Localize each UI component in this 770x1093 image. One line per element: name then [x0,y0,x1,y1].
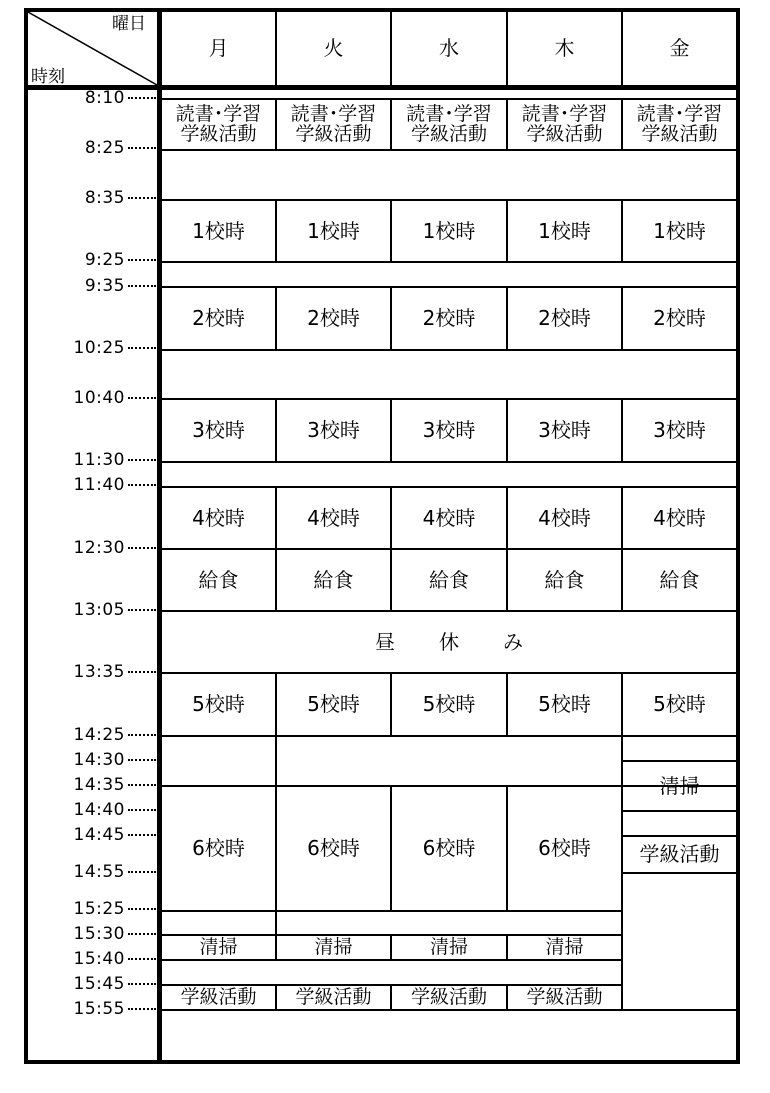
grid-line [162,1009,736,1011]
class-activity-cell: 学級活動 [526,985,603,1008]
period-1-cell: 1校時 [192,218,245,243]
lunch-break-cell: 昼 休 み [375,629,523,654]
grid-line [162,349,736,351]
period-2-cell: 2校時 [422,306,476,330]
lunch-cell: 給食 [544,567,585,592]
grid-line [275,735,277,785]
time-label: 11:30 [62,451,158,469]
morning-cell-tue: 読書･学習 学級活動 [290,102,377,145]
time-label: 15:45 [62,975,158,993]
grid-line [162,910,621,912]
grid-line [275,910,277,934]
time-label: 14:25 [62,726,158,744]
grid-line [162,149,736,151]
period-5-cell: 5校時 [538,692,591,716]
period-1-cell: 1校時 [422,218,476,243]
time-label: 15:30 [62,925,158,943]
cleaning-cell: 清掃 [429,935,468,958]
class-activity-cell: 学級活動 [180,985,257,1008]
period-3-cell: 3校時 [653,418,706,442]
morning-cell-thu: 読書･学習 学級活動 [521,102,608,145]
corner-time-label: 時刻 [31,67,65,87]
period-3-cell: 3校時 [538,418,591,442]
time-label: 13:05 [62,601,158,619]
period-5-cell: 5校時 [422,692,476,716]
grid-line [162,735,736,737]
period-2-cell: 2校時 [192,306,245,330]
time-label: 10:25 [62,339,158,357]
day-header-mon: 月 [208,36,229,60]
lunch-cell: 給食 [313,567,354,592]
period-1-cell: 1校時 [307,218,360,243]
period-3-cell: 3校時 [307,418,360,442]
time-label: 15:25 [62,900,158,918]
period-4-cell: 4校時 [538,505,591,530]
period-1-cell: 1校時 [653,218,706,243]
time-label: 14:45 [62,826,158,844]
time-label: 8:25 [62,139,158,157]
period-2-cell: 2校時 [307,306,360,330]
morning-cell-fri: 読書･学習 学級活動 [636,102,723,145]
period-2-cell: 2校時 [538,306,591,330]
period-3-cell: 3校時 [422,418,476,442]
lunch-cell: 給食 [198,567,239,592]
period-5-cell: 5校時 [192,692,245,716]
grid-line [621,810,736,812]
period-3-cell: 3校時 [192,418,245,442]
morning-cell-mon: 読書･学習 学級活動 [175,102,262,145]
grid-line [162,461,736,463]
period-6-cell: 6校時 [538,836,591,860]
grid-line [162,959,621,961]
lunch-cell: 給食 [429,567,469,592]
class-activity-cell: 学級活動 [295,985,372,1008]
class-activity-cell: 学級活動 [410,985,487,1008]
cleaning-cell: 清掃 [545,935,584,958]
morning-cell-wed: 読書･学習 学級活動 [406,102,492,145]
period-4-cell: 4校時 [653,505,706,530]
lunch-cell: 給食 [659,567,700,592]
time-label: 9:25 [62,251,158,269]
period-1-cell: 1校時 [538,218,591,243]
time-label: 8:10 [62,89,158,107]
period-2-cell: 2校時 [653,306,706,330]
time-label: 10:40 [62,389,158,407]
cleaning-cell: 清掃 [314,935,353,958]
corner-day-label: 曜日 [112,14,146,34]
cleaning-cell: 清掃 [199,935,238,958]
day-header-wed: 水 [439,36,459,60]
time-label: 13:35 [62,663,158,681]
time-label: 12:30 [62,539,158,557]
day-header-fri: 金 [669,36,690,60]
period-6-cell: 6校時 [192,836,245,860]
time-label: 11:40 [62,476,158,494]
time-label: 14:40 [62,801,158,819]
time-label: 14:35 [62,776,158,794]
grid-line [162,261,736,263]
class-activity-cell-fri: 学級活動 [639,842,720,866]
period-6-cell: 6校時 [307,836,360,860]
period-6-cell: 6校時 [422,836,476,860]
grid-line [621,872,736,874]
period-4-cell: 4校時 [422,505,476,530]
time-label: 14:55 [62,863,158,881]
time-label: 8:35 [62,189,158,207]
day-header-tue: 火 [323,36,344,60]
time-label: 14:30 [62,751,158,769]
time-label: 15:40 [62,950,158,968]
time-label: 9:35 [62,277,158,295]
time-label: 15:55 [62,1000,158,1018]
period-5-cell: 5校時 [653,692,706,716]
period-4-cell: 4校時 [192,505,245,530]
day-header-thu: 木 [554,36,575,60]
cleaning-cell-fri: 清掃 [659,773,700,798]
period-4-cell: 4校時 [307,505,360,530]
period-5-cell: 5校時 [307,692,360,716]
